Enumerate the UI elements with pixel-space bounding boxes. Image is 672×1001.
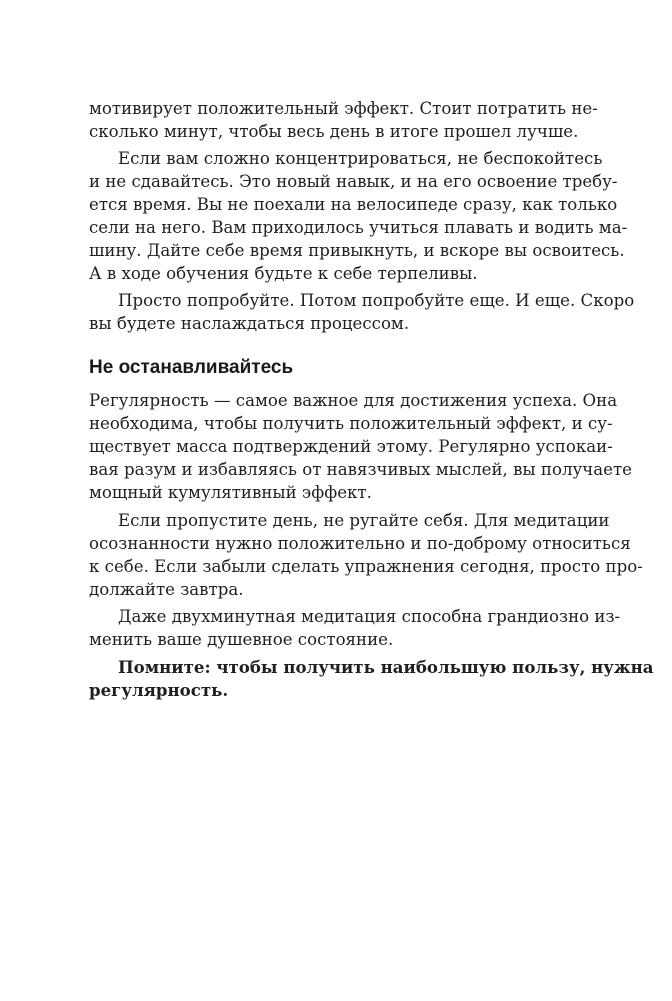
text-line: Просто попробуйте. Потом попробуйте еще. И еще. Скоро <box>118 291 635 310</box>
text-line: Регулярность — самое важное для достижения успеха. Она <box>89 391 618 410</box>
text-line: вая разум и избавляясь от навязчивых мыслей, вы получаете <box>89 460 632 479</box>
text-line: Если пропустите день, не ругайте себя. Для медитации <box>118 511 610 530</box>
text-line: ществует масса подтверждений этому. Регулярно успокаи- <box>89 437 613 456</box>
text-line: осознанности нужно положительно и по-доброму относиться <box>89 534 631 553</box>
text-line: менить ваше душевное состояние. <box>89 630 394 649</box>
section-heading: Не останавливайтесь <box>89 357 294 378</box>
emphasis-line: регулярность. <box>89 680 229 700</box>
text-line: должайте завтра. <box>89 580 244 599</box>
text-line: мощный кумулятивный эффект. <box>89 483 372 502</box>
text-line: сели на него. Вам приходилось учиться плавать и водить ма- <box>89 218 628 237</box>
text-line: сколько минут, чтобы весь день в итоге прошел лучше. <box>89 122 579 141</box>
text-line: А в ходе обучения будьте к себе терпеливы. <box>89 264 478 283</box>
text-line: к себе. Если забыли сделать упражнения сегодня, просто про- <box>89 557 643 576</box>
text-line: и не сдавайтесь. Это новый навык, и на его освоение требу- <box>89 172 618 191</box>
text-line: мотивирует положительный эффект. Стоит потратить не- <box>89 99 598 118</box>
text-line: необходима, чтобы получить положительный эффект, и су- <box>89 414 613 433</box>
emphasis-line: Помните: чтобы получить наибольшую пользу, нужна <box>118 657 654 677</box>
text-line: шину. Дайте себе время привыкнуть, и вскоре вы освоитесь. <box>89 241 625 260</box>
text-line: вы будете наслаждаться процессом. <box>89 314 410 333</box>
text-line: ется время. Вы не поехали на велосипеде сразу, как только <box>89 195 618 214</box>
text-line: Если вам сложно концентрироваться, не беспокойтесь <box>118 149 603 168</box>
text-line: Даже двухминутная медитация способна грандиозно из- <box>118 607 621 626</box>
